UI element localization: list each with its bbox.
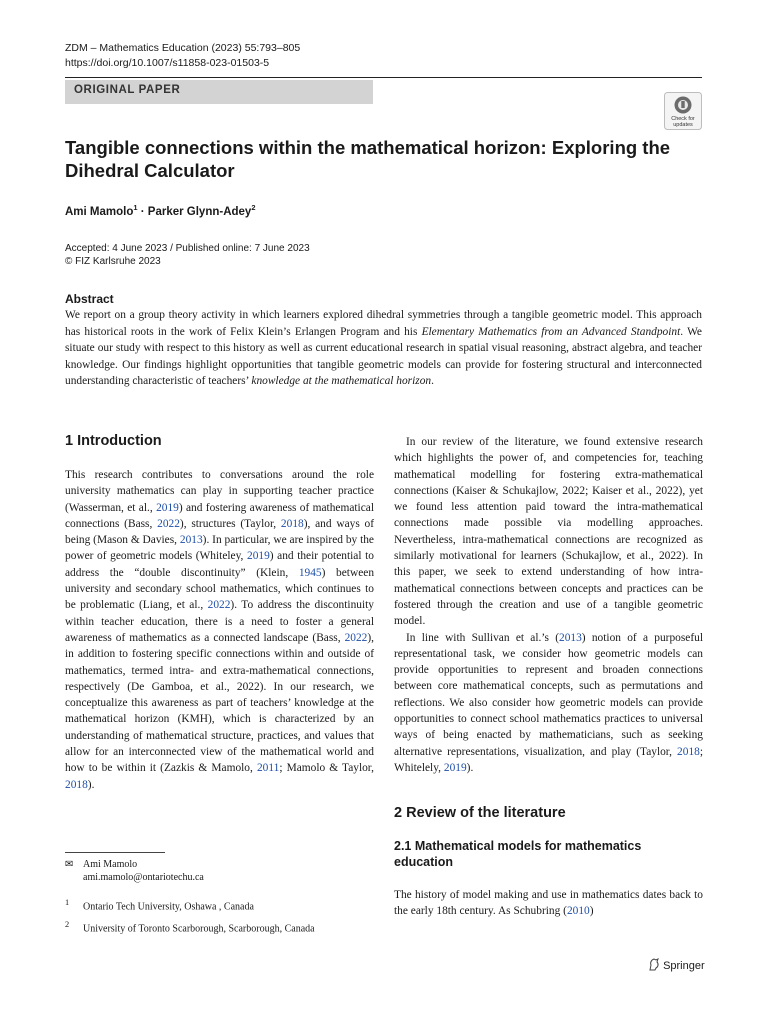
affiliation-2 bbox=[65, 918, 315, 935]
affiliation-1-text: Ontario Tech University, Oshawa , Canada bbox=[83, 901, 254, 913]
citation-link[interactable]: 2010 bbox=[566, 905, 590, 918]
paper-title: Tangible connections within the mathematical horizon: Exploring the Dihedral Calculator bbox=[65, 137, 671, 181]
abstract-italic: knowledge at the mathematical horizon bbox=[251, 375, 432, 387]
affiliation-2-text: University of Toronto Scarborough, Scarborough, Canada bbox=[83, 923, 315, 935]
left-column-text bbox=[65, 467, 374, 793]
publisher-name: Springer bbox=[663, 960, 705, 972]
citation-link[interactable]: 2022 bbox=[344, 631, 368, 644]
publisher-footer bbox=[648, 958, 705, 972]
check-for-updates-badge[interactable] bbox=[664, 92, 702, 130]
section-2-heading: 2 Review of the literature bbox=[394, 805, 566, 821]
citation-link[interactable]: 2018 bbox=[280, 517, 304, 530]
citation-link[interactable]: 2019 bbox=[443, 761, 467, 774]
contact-name: Ami Mamolo bbox=[83, 859, 138, 870]
affiliation-1 bbox=[65, 896, 254, 913]
citation-link[interactable]: 2019 bbox=[156, 501, 179, 514]
subsection-2-1-heading: 2.1 Mathematical models for mathematics education bbox=[394, 839, 642, 869]
citation-link[interactable]: 2022 bbox=[157, 517, 180, 530]
citation-link[interactable]: 2019 bbox=[247, 550, 270, 563]
author-1[interactable]: Ami Mamolo bbox=[65, 205, 134, 218]
header-rule bbox=[65, 77, 702, 78]
citation-link[interactable]: 2011 bbox=[256, 762, 280, 775]
right-column-text bbox=[394, 434, 703, 776]
intro-paragraph: This research contributes to conversations around the role university mathematics can play in supporting teacher practice (Wasserman, et al., 2019) and fostering awareness of mathematical connections (Bass, 2022), structures (Taylor, 2018), and ways of being (Mason & Davies, 2013). In particular, we are inspired by the power of geometric models (Whiteley, 2019) and their potential to address the “double discontinuity” (Klein, 1945) between university and secondary school mathematics, which continues to be problematic (Liang, et al., 2022). To address the discontinuity within teacher education, there is a need to foster a general awareness of mathematics as a connected landscape (Bass, 2022), in addition to fostering specific connections within and outside of mathematics, termed intra- and extra-mathematical connections, respectively (De Gamboa, et al., 2022). In our research, we conceptualize this awareness as part of teachers’ knowledge at the mathematical horizon (KMH), which is characterized by an understanding of mathematical structure, practices, and values that allow for an interconnected view of the mathematical world and how to be within it (Zazkis & Mamolo, 2011; Mamolo & Taylor, 2018). bbox=[65, 469, 375, 791]
badge-text-2: updates bbox=[673, 122, 693, 128]
journal-header bbox=[65, 41, 300, 70]
corresponding-author bbox=[65, 858, 204, 884]
author-2-affil: 2 bbox=[251, 203, 256, 212]
footnote-rule bbox=[65, 852, 165, 853]
doi-link[interactable]: https://doi.org/10.1007/s11858-023-01503-5 bbox=[65, 56, 270, 69]
abstract-part: We report on a group theory activity in which learners explored dihedral symmetries through a tangible geometric model. This approach has historical roots in the work of Felix Klein’s Erlangen Program and his bbox=[65, 309, 702, 338]
affiliation-1-number: 1 bbox=[65, 898, 70, 907]
envelope-icon: ✉ bbox=[65, 859, 74, 870]
lit-paragraph-1: In our review of the literature, we found extensive research which highlights the power of, and competencies for, teaching mathematical modelling for fostering extra-mathematical connections (Kaiser & Schukajlow, 2022; Kaiser et al., 2022), yet we found less attention paid toward the intra-mathematical connections made possible via modelling approaches. Nevertheless, intra-mathematical connections are recognized as similarly motivational for learners (Schukajlow, et al., 2022). In this paper, we seek to extend understanding of how intra-mathematical connections between concepts and practices can be fostered through the creation and use of a tangible geometric model. bbox=[394, 436, 703, 628]
abstract-part: . We situate our study with respect to this history as well as current educational research in spatial visual reasoning, abstract algebra, and teacher knowledge. Our findings highlight opportunities that tangible geometric models can provide for fostering structural and interconnected understanding characteristic of teachers’ bbox=[65, 325, 702, 387]
author-separator: · bbox=[137, 205, 148, 218]
author-1-affil: 1 bbox=[133, 203, 138, 212]
history-paragraph: The history of model making and use in mathematics dates back to the early 18th century. As Schubring (2010) bbox=[394, 889, 703, 918]
citation-link[interactable]: 2018 bbox=[65, 778, 88, 791]
citation-link[interactable]: 1945 bbox=[298, 566, 322, 579]
abstract-part: . bbox=[431, 375, 434, 387]
copyright-line: © FIZ Karlsruhe 2023 bbox=[65, 255, 161, 267]
affiliation-2-number: 2 bbox=[65, 920, 70, 929]
lit-paragraph-2: In line with Sullivan et al.’s (2013) notion of a purposeful representational task, we consider how geometric models can provide opportunities to represent and broaden connections between core mathematical concepts, such as permutations and reflections. We also consider how geometric models can provide opportunities to connect school mathematics practices to universal ways of being enacted by mathematicians, such as seeking alternative representations, visualization, and play (Taylor, 2018; Whitelely, 2019). bbox=[394, 631, 703, 774]
contact-email[interactable]: ami.mamolo@ontariotechu.ca bbox=[83, 872, 204, 883]
abstract-italic: Elementary Mathematics from an Advanced Standpoint bbox=[421, 325, 681, 338]
citation-link[interactable]: 2022 bbox=[207, 599, 231, 612]
check-updates-icon bbox=[664, 92, 702, 130]
citation-link[interactable]: 2013 bbox=[559, 631, 582, 644]
author-list bbox=[65, 203, 256, 218]
abstract-heading: Abstract bbox=[65, 292, 114, 306]
badge-text-1: Check for bbox=[671, 116, 695, 122]
publication-dates bbox=[65, 243, 310, 268]
abstract-text bbox=[65, 307, 702, 390]
article-type-label: ORIGINAL PAPER bbox=[74, 84, 181, 96]
citation-link[interactable]: 2018 bbox=[677, 745, 700, 758]
springer-horse-icon bbox=[648, 958, 660, 971]
section-1-heading: 1 Introduction bbox=[65, 433, 162, 449]
section-2-text bbox=[394, 887, 703, 920]
author-2[interactable]: Parker Glynn-Adey bbox=[147, 205, 252, 218]
article-type-band bbox=[65, 80, 373, 104]
citation-link[interactable]: 2013 bbox=[179, 534, 203, 547]
accepted-published-line: Accepted: 4 June 2023 / Published online: 7 June 2023 bbox=[65, 243, 310, 254]
journal-citation: ZDM – Mathematics Education (2023) 55:793–805 bbox=[65, 42, 301, 54]
